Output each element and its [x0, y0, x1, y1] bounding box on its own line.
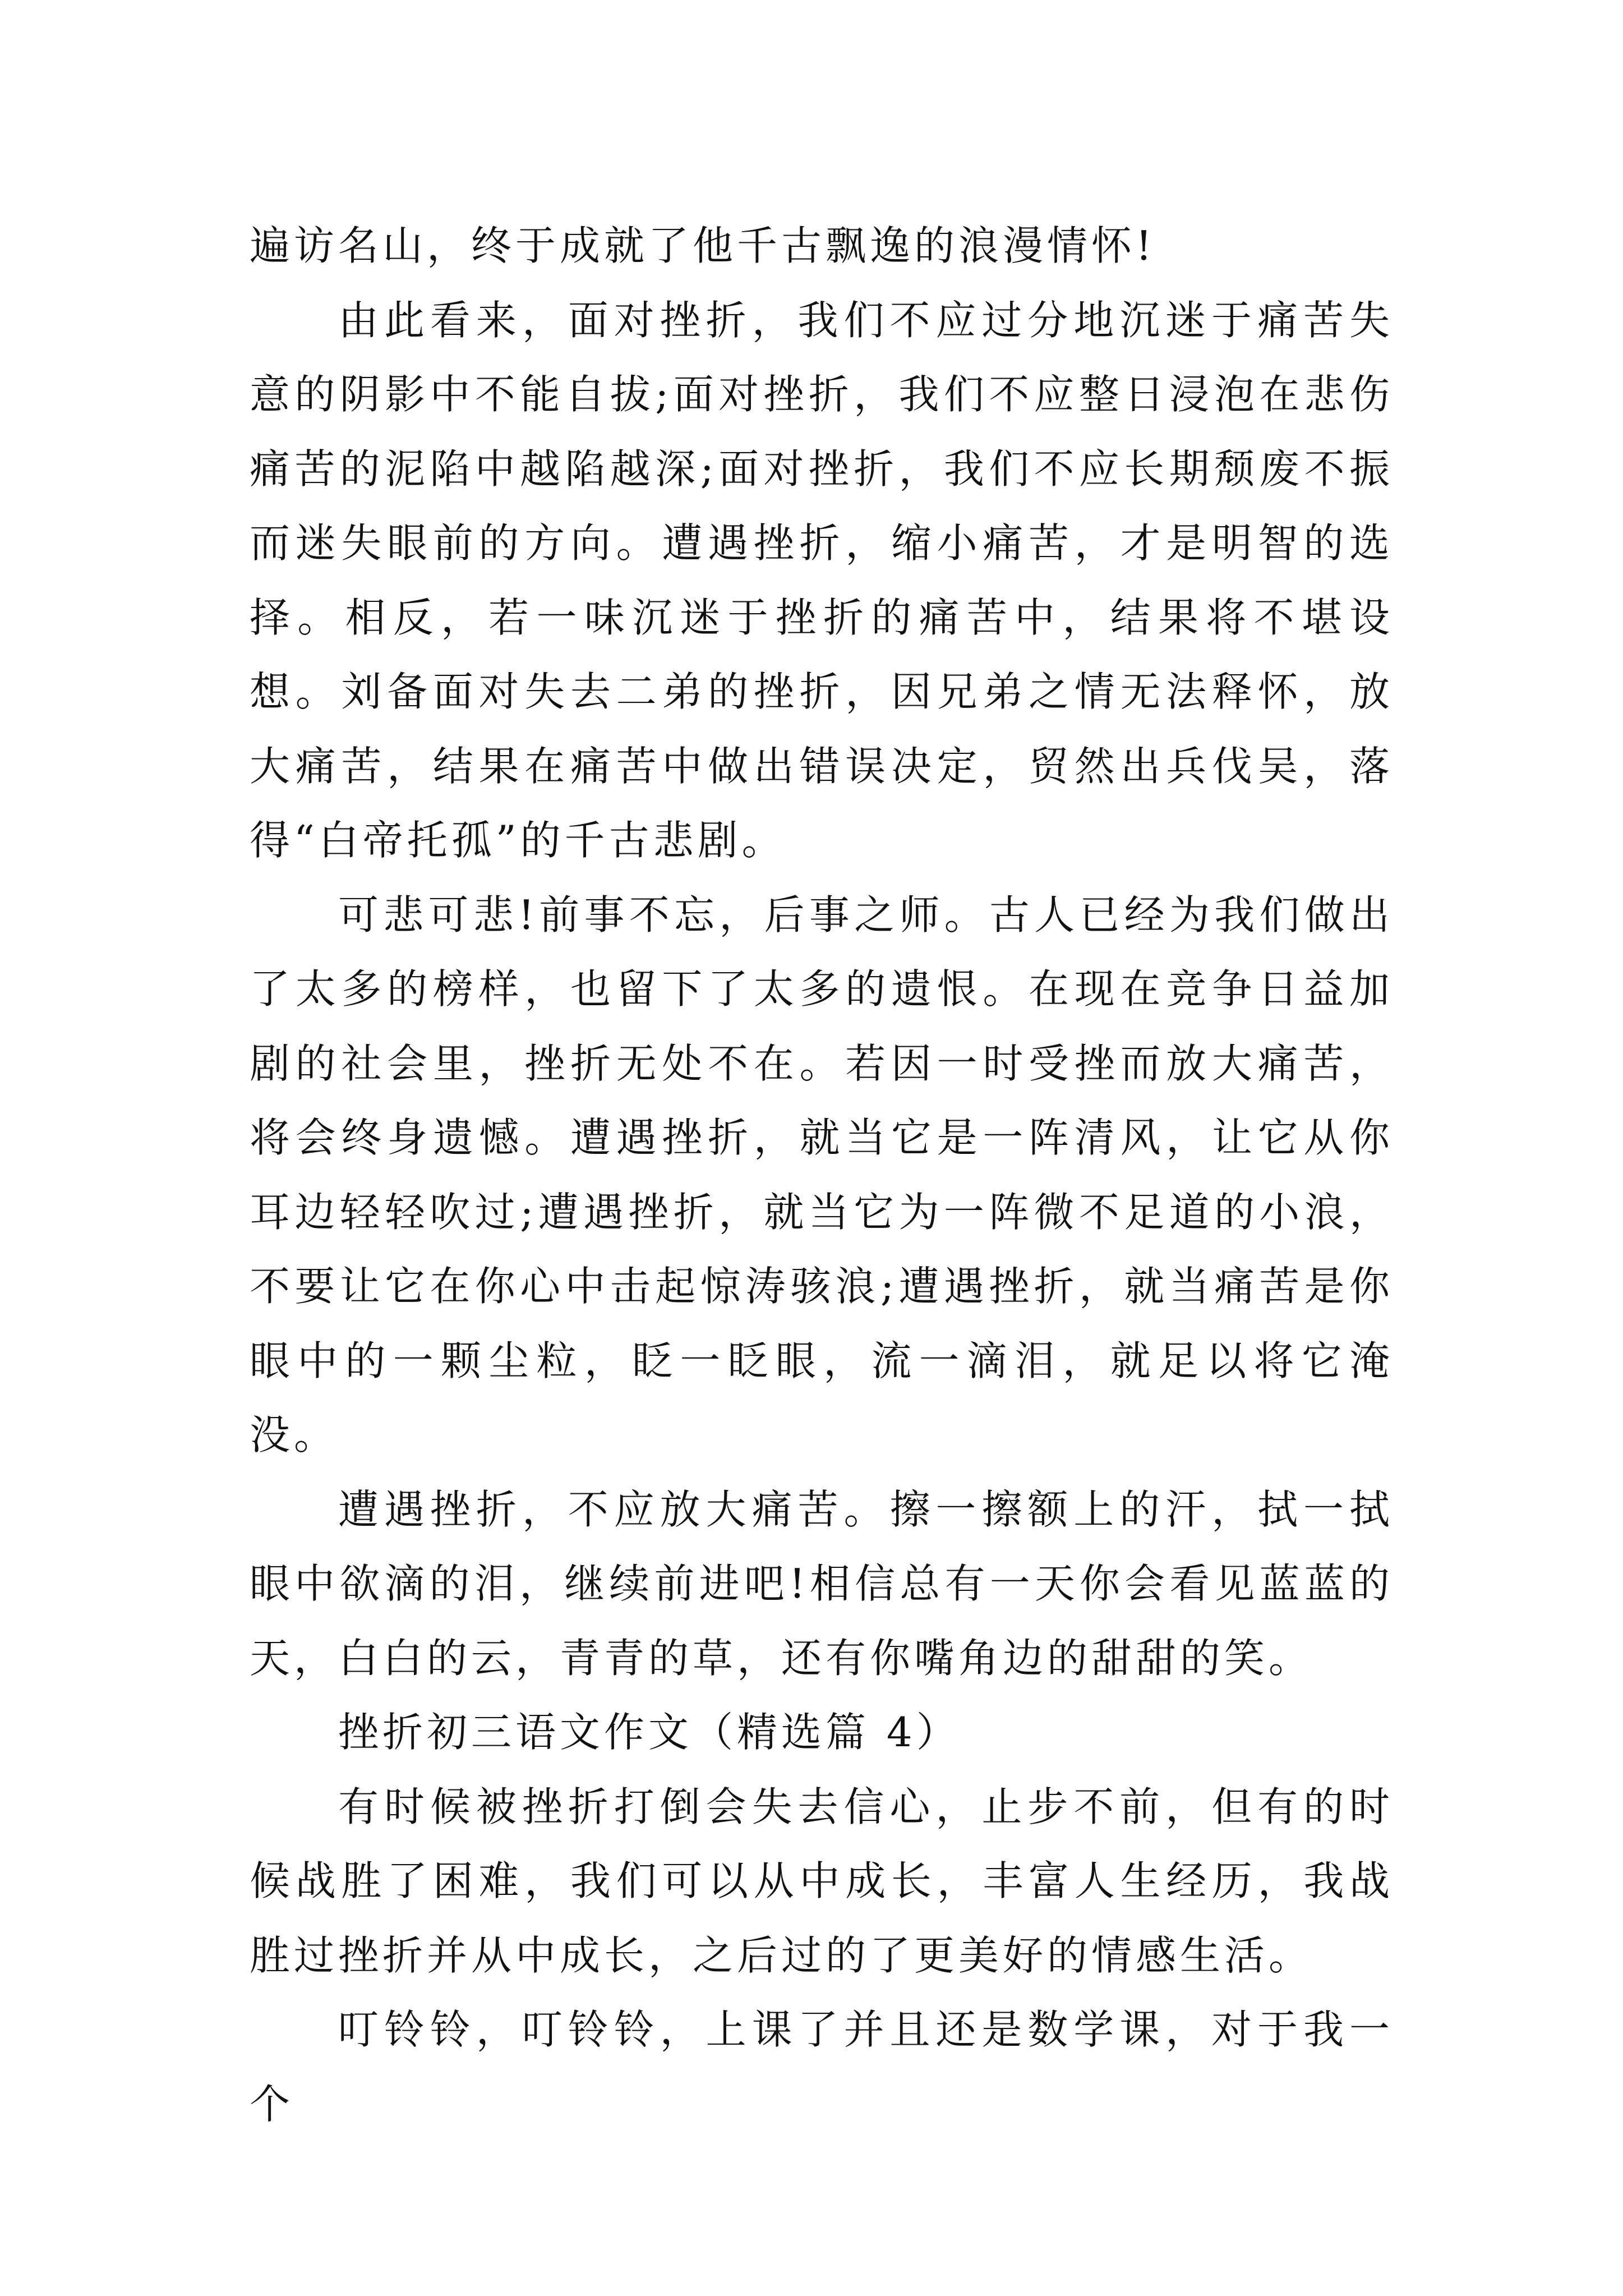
essay-section-heading: 挫折初三语文作文（精选篇 4） — [338, 1709, 961, 1756]
document-body — [250, 209, 1394, 2141]
paragraph-continuation: 遍访名山，终于成就了他千古飘逸的浪漫情怀! — [250, 222, 1156, 269]
paragraph-face-setbacks: 由此看来，面对挫折，我们不应过分地沉迷于痛苦失意的阴影中不能自拔;面对挫折，我们不应整日浸泡在悲伤痛苦的泥陷中越陷越深;面对挫折，我们不应长期颓废不振而迷失眼前的方向。遭遇挫折，缩小痛苦，才是明智的选择。相反，若一味沉迷于挫折的痛苦中，结果将不堪设想。刘备面对失去二弟的挫折，因兄弟之情无法释怀，放大痛苦，结果在痛苦中做出错误决定，贸然出兵伐吴，落得“白帝托孤”的千古悲剧。 — [250, 296, 1394, 864]
paragraph-keep-moving-forward: 遭遇挫折，不应放大痛苦。擦一擦额上的汗，拭一拭眼中欲滴的泪，继续前进吧!相信总有一天你会看见蓝蓝的天，白白的云，青青的草，还有你嘴角边的甜甜的笑。 — [250, 1485, 1394, 1682]
paragraph-lessons-of-the-past: 可悲可悲!前事不忘，后事之师。古人已经为我们做出了太多的榜样，也留下了太多的遗恨。在现在竞争日益加剧的社会里，挫折无处不在。若因一时受挫而放大痛苦，将会终身遗憾。遭遇挫折，就当它是一阵清风，让它从你耳边轻轻吹过;遭遇挫折，就当它为一阵微不足道的小浪，不要让它在你心中击起惊涛骇浪;遭遇挫折，就当痛苦是你眼中的一颗尘粒，眨一眨眼，流一滴泪，就足以将它淹没。 — [250, 891, 1394, 1458]
paragraph-math-class: 叮铃铃，叮铃铃，上课了并且还是数学课，对于我一个 — [250, 2006, 1394, 2128]
paragraph-growth-from-setbacks: 有时候被挫折打倒会失去信心，止步不前，但有的时候战胜了困难，我们可以从中成长，丰富人生经历，我战胜过挫折并从中成长，之后过的了更美好的情感生活。 — [250, 1783, 1394, 1979]
